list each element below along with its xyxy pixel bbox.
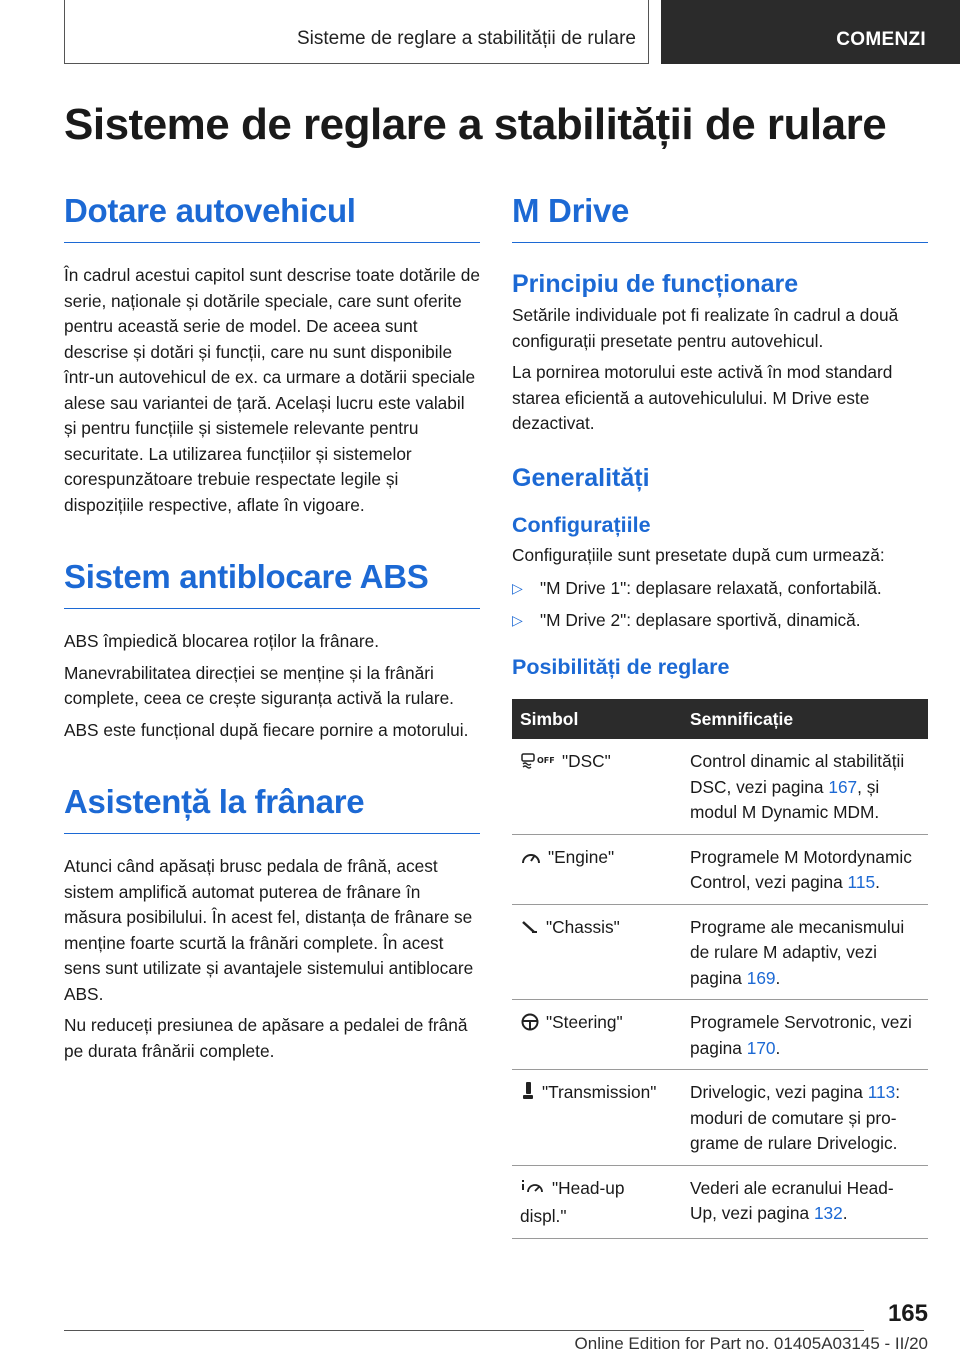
table-cell-symbol: "Head-up displ." (512, 1165, 682, 1238)
right-column (512, 190, 928, 1239)
section-title-dotare: Dotare autovehicul (64, 190, 480, 243)
section-title-abs: Sistem antiblocare ABS (64, 556, 480, 609)
table-cell-symbol: OFF "DSC" (512, 739, 682, 834)
head-up-display-icon (520, 1179, 546, 1205)
table-row (512, 904, 928, 1000)
header-left-rule (64, 0, 65, 64)
paragraph-brake-assist-1: Atunci când apăsați brusc pedala de frână, acest sistem amplifică automat puterea de frânare în măsura posibilului. În acest fel, distanța de frânare se menține foarte scurtă la frânări complete. În acest sens sunt utilizate și avantajele sistemului antiblocare ABS. (64, 856, 474, 1004)
list-item: ▷ "M Drive 2": deplasare sportivă, dinamică. (512, 608, 928, 634)
section-tab-label: COMENZI (836, 29, 926, 50)
paragraph-abs-3: ABS este funcțional după fiecare pornire a motorului. (64, 719, 469, 740)
header-bottom-rule (64, 63, 648, 64)
table-header-meaning: Semnificație (682, 699, 928, 739)
gauge-icon (520, 848, 542, 874)
table-cell-meaning: Programe ale mecanismului de rulare M adaptiv, vezi pagina 169. (682, 904, 928, 1000)
page-link[interactable]: 115 (847, 872, 876, 892)
table-cell-meaning: Programele M Motordynamic Control, vezi pagina 115. (682, 834, 928, 904)
page-link[interactable]: 170 (746, 1037, 776, 1058)
subsection-principiu: Principiu de funcționare (512, 270, 799, 298)
dsc-off-icon (520, 752, 556, 778)
settings-table (512, 699, 928, 1239)
page-link[interactable]: 167 (828, 776, 858, 797)
table-cell-symbol: "Chassis" (512, 904, 682, 1000)
subsection-generalitati: Generalități (512, 463, 650, 492)
left-column (64, 190, 480, 1064)
paragraph-abs-1: ABS împiedică blocarea roților la frânare. (64, 631, 380, 651)
paragraph-abs-2: Manevrabilitatea direcției se menține și la frânări complete, ceea ce crește siguranța activă la rulare. (64, 662, 454, 708)
page-number: 165 (887, 1300, 928, 1327)
table-row (512, 1000, 928, 1070)
footer-rule (64, 1330, 864, 1331)
table-cell-symbol: "Engine" (512, 834, 682, 904)
paragraph-principiu-1: Setările individuale pot fi realizate în cadrul a două configurații presetate pentru autovehicul. (512, 305, 899, 351)
list-item: ▷ "M Drive 1": deplasare relaxată, confortabilă. (512, 576, 928, 602)
paragraph-principiu-2: La pornirea motorului este activă în mod standard starea eficientă a autovehiculului. M Drive este dezactivat. (512, 362, 893, 433)
table-cell-meaning: Vederi ale ecranului Head-Up, vezi pagina 132. (682, 1165, 928, 1238)
running-title: Sisteme de reglare a stabilității de rulare (296, 28, 636, 49)
page-title: Sisteme de reglare a stabilității de rulare (64, 100, 887, 149)
page-link[interactable]: 132 (813, 1203, 843, 1223)
configuration-list (512, 576, 928, 633)
table-cell-meaning: Control dinamic al stabilității DSC, vezi pagina 167, și modul M Dynamic MDM. (682, 739, 928, 834)
paragraph-configuratiile: Configurațiile sunt presetate după cum urmează: (512, 544, 885, 565)
gear-lever-icon (520, 1081, 536, 1109)
svg-text:OFF: OFF (537, 756, 555, 765)
table-row (512, 739, 928, 834)
table-row (512, 1165, 928, 1238)
table-header-row (512, 699, 928, 739)
table-row (512, 1070, 928, 1166)
header-right-rule (648, 0, 649, 64)
paragraph-dotare: În cadrul acestui capitol sunt descrise toate dotările de serie, naționale și dotările speciale, care sunt oferite pentru această serie de model. De aceea sunt descrise și dotări și funcții, care nu sunt disponibile într-un autovehicul de ex. ca urmare a dotării speciale alese sau variantei de țară. Același lucru este valabil și pentru funcțiile și sistemele relevante pentru securitate. La utilizarea funcțiilor și sistemelor corespunzătoare trebuie respectate legile și dispozițiile respective, aflate în vigoare. (64, 265, 480, 515)
paragraph-brake-assist-2: Nu reduceți presiunea de apăsare a pedalei de frână pe durata frânării complete. (64, 1015, 468, 1061)
footer-edition: Online Edition for Part no. 01405A03145 - II/20 (574, 1334, 928, 1353)
section-title-m-drive: M Drive (512, 190, 928, 243)
steering-wheel-icon (520, 1013, 540, 1039)
table-cell-symbol: "Transmission" (512, 1070, 682, 1166)
subsection-posibilitati: Posibilități de reglare (512, 655, 730, 679)
table-row (512, 834, 928, 904)
table-cell-meaning: Drivelogic, vezi pagina 113: moduri de comutare și programe de rulare Drivelogic. (682, 1070, 928, 1166)
triangle-bullet-icon: ▷ (512, 580, 523, 596)
table-cell-symbol: "Steering" (512, 1000, 682, 1070)
section-tab[interactable] (661, 0, 960, 64)
table-header-symbol: Simbol (512, 699, 682, 739)
triangle-bullet-icon: ▷ (512, 611, 523, 628)
page-link[interactable]: 169 (746, 967, 776, 988)
page-link[interactable]: 113 (867, 1082, 896, 1102)
subsection-configuratiile: Configurațiile (512, 512, 651, 537)
table-cell-meaning: Programele Servotronic, vezi pagina 170. (682, 1000, 928, 1070)
section-title-brake-assist: Asistență la frânare (64, 781, 480, 834)
chassis-icon (520, 918, 540, 944)
